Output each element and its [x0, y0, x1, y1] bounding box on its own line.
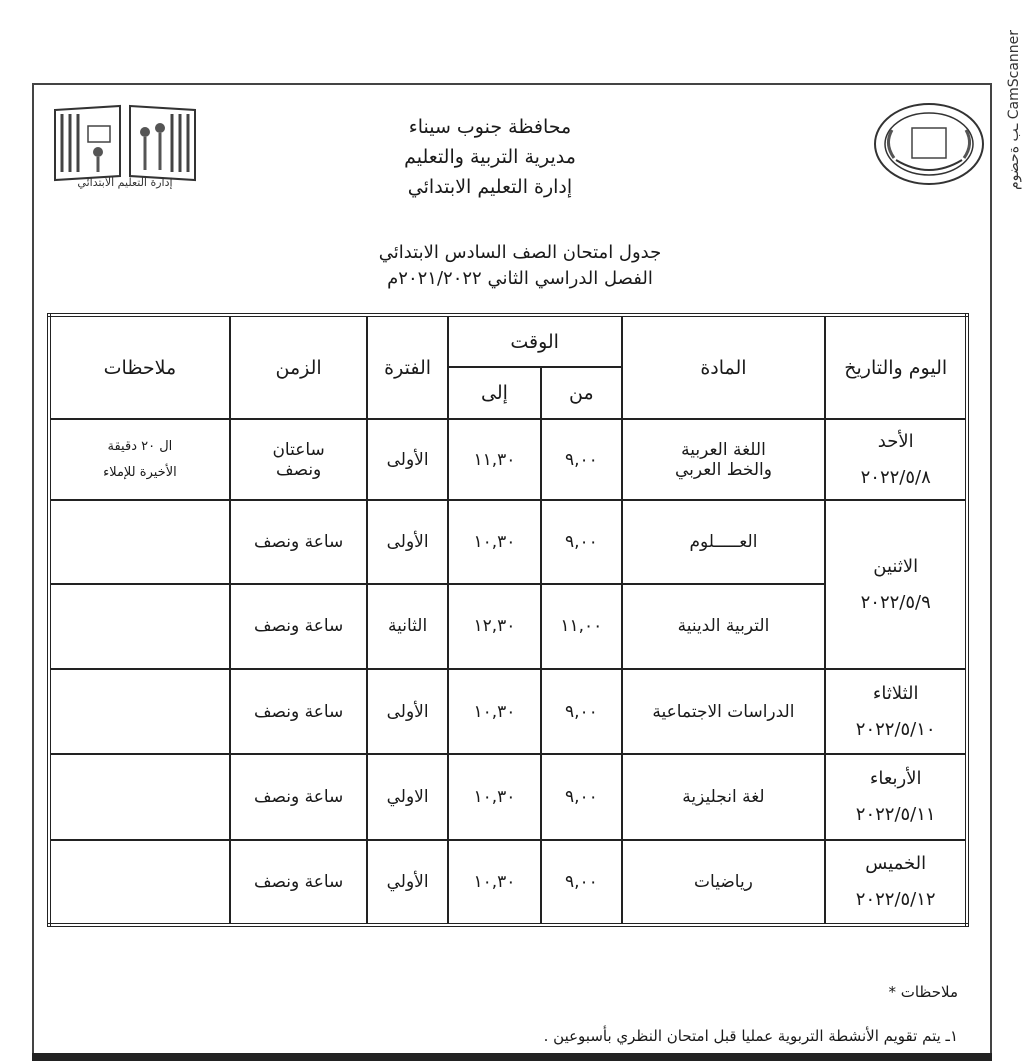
note-line: الأخيرة للإملاء: [103, 464, 177, 480]
duration-cell: [230, 419, 368, 500]
top-rule: [32, 83, 992, 85]
subject-cell: العـــــلوم: [622, 500, 826, 583]
header-day-date: اليوم والتاريخ: [825, 315, 967, 419]
duration-cell: ساعة ونصف: [230, 840, 368, 925]
day-name: الثلاثاء: [872, 682, 919, 704]
duration-line: ساعتان: [272, 439, 325, 460]
notes-cell: [49, 419, 230, 500]
subject-cell: لغة انجليزية: [622, 754, 826, 839]
day-date-cell: [825, 840, 967, 925]
to-cell: ١٠,٣٠: [448, 754, 541, 839]
exam-date: ٢٠٢٢/٥/٩: [860, 591, 931, 613]
footnotes: [58, 970, 958, 1058]
header-duration: الزمن: [230, 315, 368, 419]
title-line-2: الفصل الدراسي الثاني ٢٠٢١/٢٠٢٢م: [387, 268, 653, 289]
table-row: [49, 669, 967, 754]
left-page-edge: [32, 85, 34, 1061]
from-cell: ٩,٠٠: [541, 419, 621, 500]
subject-cell: رياضيات: [622, 840, 826, 925]
subject-cell: التربية الدينية: [622, 584, 826, 669]
period-cell: الأولى: [367, 669, 447, 754]
notes-cell: [49, 840, 230, 925]
from-cell: ٩,٠٠: [541, 754, 621, 839]
watermark-text: CamScanner ـب ةحضوم: [1006, 29, 1022, 191]
duration-cell: ساعة ونصف: [230, 669, 368, 754]
exam-date: ٢٠٢٢/٥/١١: [855, 803, 936, 825]
to-cell: ١٠,٣٠: [448, 500, 541, 583]
footnote-item: ١ـ يتم تقويم الأنشطة التربوية عمليا قبل امتحان النظري بأسبوعين .: [543, 1027, 958, 1045]
from-cell: ٩,٠٠: [541, 500, 621, 583]
administration-name: إدارة التعليم الابتدائي: [407, 176, 573, 198]
period-cell: الأولى: [367, 419, 447, 500]
directorate-seal-icon: [872, 100, 987, 188]
header-time: الوقت: [448, 315, 622, 367]
subject-cell: [622, 419, 826, 500]
duration-cell: ساعة ونصف: [230, 584, 368, 669]
day-date-cell: [825, 500, 967, 669]
day-name: الأربعاء: [869, 767, 922, 789]
day-date-cell: [825, 419, 967, 500]
footnotes-heading: ملاحظات *: [888, 983, 958, 1001]
notes-cell: [49, 669, 230, 754]
letterhead: [330, 112, 650, 202]
note-line: ال ٢٠ دقيقة: [107, 438, 173, 454]
to-cell: ١٠,٣٠: [448, 669, 541, 754]
directorate-name: مديرية التربية والتعليم: [404, 146, 576, 168]
from-cell: ١١,٠٠: [541, 584, 621, 669]
title-line-1: جدول امتحان الصف السادس الابتدائي: [378, 242, 662, 263]
header-subject: المادة: [622, 315, 826, 419]
table-row: [49, 500, 967, 583]
exam-date: ٢٠٢٢/٥/١٠: [855, 718, 936, 740]
day-date-cell: [825, 754, 967, 839]
duration-cell: ساعة ونصف: [230, 500, 368, 583]
to-cell: ١٠,٣٠: [448, 840, 541, 925]
subject-cell: الدراسات الاجتماعية: [622, 669, 826, 754]
header-notes: ملاحظات: [49, 315, 230, 419]
day-name: الخميس: [865, 852, 927, 874]
day-name: الأحد: [877, 430, 914, 452]
exam-date: ٢٠٢٢/٥/٨: [860, 466, 931, 488]
notes-cell: [49, 500, 230, 583]
period-cell: الاولي: [367, 754, 447, 839]
notes-cell: [49, 754, 230, 839]
day-name: الاثنين: [873, 555, 919, 577]
period-cell: الأولي: [367, 840, 447, 925]
duration-cell: ساعة ونصف: [230, 754, 368, 839]
period-cell: الأولى: [367, 500, 447, 583]
to-cell: ١١,٣٠: [448, 419, 541, 500]
table-row: [49, 754, 967, 839]
from-cell: ٩,٠٠: [541, 840, 621, 925]
header-to: إلى: [448, 367, 541, 419]
logo-caption: إدارة التعليم الابتدائي: [77, 176, 173, 189]
document-title: [300, 240, 740, 292]
day-date-cell: [825, 669, 967, 754]
header-from: من: [541, 367, 621, 419]
bottom-edge: [32, 1053, 992, 1061]
governorate-name: محافظة جنوب سيناء: [408, 116, 572, 138]
table-row: [49, 419, 967, 500]
notes-cell: [49, 584, 230, 669]
duration-line: ونصف: [275, 459, 322, 480]
header-row-1: [49, 315, 967, 367]
period-cell: الثانية: [367, 584, 447, 669]
exam-date: ٢٠٢٢/٥/١٢: [855, 888, 936, 910]
right-page-edge: [990, 83, 992, 1061]
to-cell: ١٢,٣٠: [448, 584, 541, 669]
subject-line: والخط العربي: [674, 459, 772, 480]
table-row: [49, 840, 967, 925]
exam-schedule-table: [47, 313, 969, 927]
header-period: الفترة: [367, 315, 447, 419]
subject-line: اللغة العربية: [681, 439, 766, 460]
from-cell: ٩,٠٠: [541, 669, 621, 754]
